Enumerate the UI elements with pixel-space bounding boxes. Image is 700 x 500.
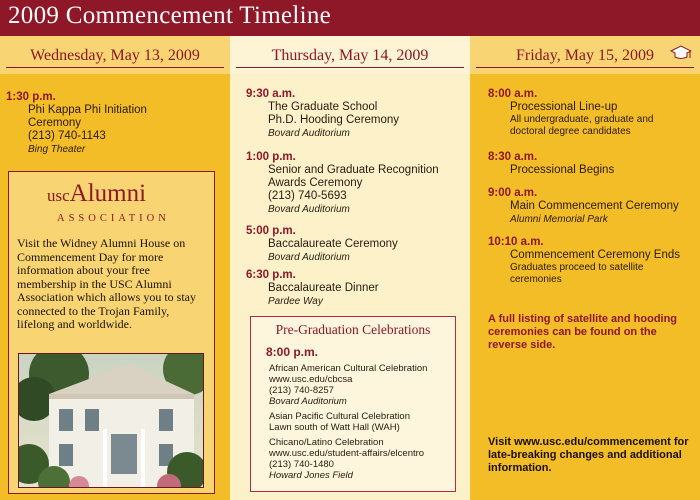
event-title: Phi Kappa Phi Initiation bbox=[28, 104, 147, 116]
event-note: Graduates proceed to satellite ceremonies bbox=[510, 262, 644, 285]
day-header-friday: Friday, May 15, 2009 bbox=[470, 36, 700, 74]
event-time: 10:10 a.m. bbox=[488, 236, 544, 248]
celebration-item: Asian Pacific Cultural Celebration Lawn south of Watt Hall (WAH) bbox=[269, 411, 410, 433]
event-title: Senior and Graduate Recognition bbox=[268, 164, 439, 176]
event-title: Processional Line-up bbox=[510, 101, 618, 113]
event-title: Processional Begins bbox=[510, 164, 615, 176]
graduation-cap-icon bbox=[670, 45, 692, 61]
event-fri-3 bbox=[488, 187, 679, 226]
event-time: 9:00 a.m. bbox=[488, 187, 538, 199]
event-title: The Graduate School bbox=[268, 101, 378, 113]
event-phone: (213) 740-5693 bbox=[268, 190, 347, 202]
event-phone: (213) 740-1143 bbox=[28, 130, 106, 142]
event-place: Pardee Way bbox=[268, 296, 323, 307]
event-place: Bovard Auditorium bbox=[268, 204, 350, 215]
event-place: Bing Theater bbox=[28, 144, 86, 155]
event-time: 6:30 p.m. bbox=[246, 269, 296, 281]
event-title: Baccalaureate Dinner bbox=[268, 282, 379, 294]
widney-alumni-house-photo bbox=[18, 353, 204, 488]
event-thu-1 bbox=[246, 88, 400, 140]
event-thu-4 bbox=[246, 269, 379, 308]
event-time: 5:00 p.m. bbox=[246, 225, 296, 237]
event-place: Alumni Memorial Park bbox=[510, 214, 608, 225]
event-wed-1 bbox=[6, 91, 147, 156]
event-thu-3 bbox=[246, 225, 398, 264]
title-bar bbox=[0, 0, 700, 36]
event-title-cont: Awards Ceremony bbox=[268, 177, 363, 189]
event-title-cont: Ph.D. Hooding Ceremony bbox=[268, 114, 400, 126]
pre-graduation-box bbox=[250, 316, 456, 492]
pre-graduation-time: 8:00 p.m. bbox=[266, 345, 319, 359]
event-title: Commencement Ceremony Ends bbox=[510, 249, 681, 261]
celebration-item: Chicano/Latino Celebration www.usc.edu/student-affairs/elcentro (213) 740-1480 Howard Jones Field bbox=[269, 437, 425, 481]
column-friday bbox=[470, 36, 700, 500]
column-thursday bbox=[230, 36, 470, 500]
alumni-association-box bbox=[8, 171, 215, 494]
event-time: 8:30 a.m. bbox=[488, 151, 538, 163]
event-time: 8:00 a.m. bbox=[488, 88, 538, 100]
event-time: 9:30 a.m. bbox=[246, 88, 296, 100]
day-header-wednesday: Wednesday, May 13, 2009 bbox=[0, 36, 230, 74]
celebration-item: African American Cultural Celebration www.usc.edu/cbcsa (213) 740-8257 Bovard Auditorium bbox=[269, 363, 428, 407]
day-header-thursday: Thursday, May 14, 2009 bbox=[230, 36, 470, 74]
event-time: 1:00 p.m. bbox=[246, 151, 296, 163]
pre-graduation-title: Pre-Graduation Celebrations bbox=[275, 322, 431, 337]
column-wednesday bbox=[0, 36, 230, 500]
satellite-listing-note: A full listing of satellite and hooding ceremonies can be found on the reverse side. bbox=[488, 313, 678, 351]
event-fri-2 bbox=[488, 151, 615, 177]
event-place: Bovard Auditorium bbox=[268, 252, 350, 263]
event-time: 1:30 p.m. bbox=[6, 91, 56, 103]
event-thu-2 bbox=[246, 151, 439, 216]
event-place: Bovard Auditorium bbox=[268, 128, 350, 139]
event-title: Baccalaureate Ceremony bbox=[268, 238, 398, 250]
usc-alumni-logo: uscAlumni bbox=[47, 180, 147, 207]
event-title-cont: Ceremony bbox=[28, 117, 82, 129]
alumni-association-label: ASSOCIATION bbox=[57, 213, 170, 224]
page-title: 2009 Commencement Timeline bbox=[8, 2, 332, 29]
event-fri-1 bbox=[488, 88, 680, 138]
event-note: All undergraduate, graduate and doctoral degree candidates bbox=[510, 114, 654, 137]
event-fri-4 bbox=[488, 236, 681, 286]
website-note: Visit www.usc.edu/commencement for late-breaking changes and additional information. bbox=[488, 436, 689, 474]
alumni-info-text: Visit the Widney Alumni House on Commencement Day for more information about your free membership in the USC Alumni Association which allows you to stay connected to the Trojan Family, lifelong and worldwide. bbox=[17, 236, 196, 331]
event-title: Main Commencement Ceremony bbox=[510, 200, 679, 212]
